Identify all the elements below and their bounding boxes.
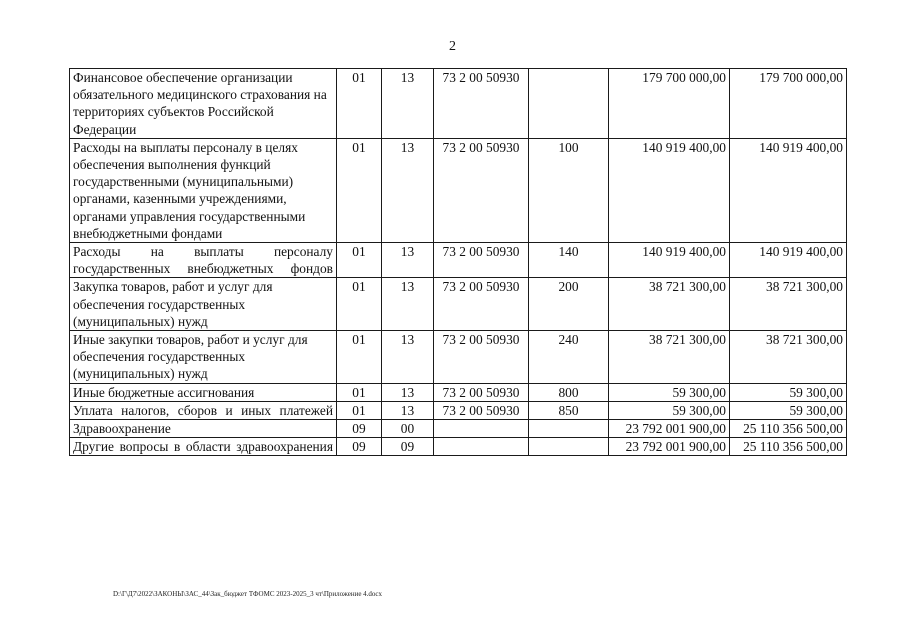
section-code-cell: 01 [337, 69, 382, 139]
subsection-code-cell: 13 [382, 243, 434, 278]
subsection-code-cell: 13 [382, 331, 434, 384]
amount-year-2-cell: 59 300,00 [730, 401, 847, 419]
amount-year-1-cell: 59 300,00 [609, 383, 730, 401]
section-code-cell: 01 [337, 278, 382, 331]
table-row [70, 243, 847, 278]
amount-year-2-cell: 140 919 400,00 [730, 138, 847, 242]
expense-type-code-cell: 200 [529, 278, 609, 331]
section-code-cell: 09 [337, 438, 382, 456]
amount-year-1-cell: 38 721 300,00 [609, 331, 730, 384]
expense-type-code-cell [529, 69, 609, 139]
table-row [70, 69, 847, 139]
row-name-cell: Расходы на выплаты персоналу государственных внебюджетных фондов [70, 243, 337, 278]
expense-type-code-cell: 240 [529, 331, 609, 384]
amount-year-2-cell: 38 721 300,00 [730, 278, 847, 331]
expense-type-code-cell [529, 420, 609, 438]
section-code-cell: 01 [337, 138, 382, 242]
target-item-code-cell [434, 420, 529, 438]
target-item-code-cell [434, 438, 529, 456]
subsection-code-cell: 13 [382, 401, 434, 419]
target-item-code-cell: 73 2 00 50930 [434, 278, 529, 331]
table-row [70, 383, 847, 401]
expense-type-code-cell: 800 [529, 383, 609, 401]
table-row [70, 331, 847, 384]
amount-year-1-cell: 38 721 300,00 [609, 278, 730, 331]
table-row [70, 420, 847, 438]
subsection-code-cell: 13 [382, 383, 434, 401]
section-code-cell: 01 [337, 383, 382, 401]
section-code-cell: 01 [337, 331, 382, 384]
target-item-code-cell: 73 2 00 50930 [434, 69, 529, 139]
row-name-cell: Закупка товаров, работ и услуг для обеспечения государственных (муниципальных) нужд [70, 278, 337, 331]
row-name-cell: Уплата налогов, сборов и иных платежей [70, 401, 337, 419]
subsection-code-cell: 00 [382, 420, 434, 438]
amount-year-2-cell: 25 110 356 500,00 [730, 438, 847, 456]
table-row [70, 278, 847, 331]
amount-year-1-cell: 23 792 001 900,00 [609, 438, 730, 456]
subsection-code-cell: 09 [382, 438, 434, 456]
expense-type-code-cell: 140 [529, 243, 609, 278]
section-code-cell: 09 [337, 420, 382, 438]
amount-year-2-cell: 59 300,00 [730, 383, 847, 401]
target-item-code-cell: 73 2 00 50930 [434, 138, 529, 242]
row-name-cell: Иные бюджетные ассигнования [70, 383, 337, 401]
amount-year-2-cell: 179 700 000,00 [730, 69, 847, 139]
amount-year-1-cell: 179 700 000,00 [609, 69, 730, 139]
section-code-cell: 01 [337, 243, 382, 278]
amount-year-1-cell: 140 919 400,00 [609, 138, 730, 242]
expense-type-code-cell: 850 [529, 401, 609, 419]
row-name-cell: Расходы на выплаты персоналу в целях обеспечения выполнения функций государственными (муниципальными) органами, казенными учреждениями, органами управления государственными внебюджетными фондами [70, 138, 337, 242]
subsection-code-cell: 13 [382, 138, 434, 242]
amount-year-2-cell: 25 110 356 500,00 [730, 420, 847, 438]
target-item-code-cell: 73 2 00 50930 [434, 383, 529, 401]
page-number: 2 [449, 39, 456, 54]
section-code-cell: 01 [337, 401, 382, 419]
amount-year-2-cell: 38 721 300,00 [730, 331, 847, 384]
amount-year-1-cell: 140 919 400,00 [609, 243, 730, 278]
row-name-cell: Другие вопросы в области здравоохранения [70, 438, 337, 456]
table-row [70, 438, 847, 456]
budget-table [69, 68, 847, 456]
row-name-cell: Здравоохранение [70, 420, 337, 438]
target-item-code-cell: 73 2 00 50930 [434, 243, 529, 278]
table-row [70, 138, 847, 242]
file-path-footer: D:\Г\Д7\2022\ЗАКОНЫ\ЗАС_44\Зак_бюджет ТФОМС 2023-2025_3 чт\Приложение 4.docx [113, 590, 383, 598]
subsection-code-cell: 13 [382, 69, 434, 139]
amount-year-2-cell: 140 919 400,00 [730, 243, 847, 278]
row-name-cell: Иные закупки товаров, работ и услуг для обеспечения государственных (муниципальных) нужд [70, 331, 337, 384]
expense-type-code-cell: 100 [529, 138, 609, 242]
amount-year-1-cell: 23 792 001 900,00 [609, 420, 730, 438]
expense-type-code-cell [529, 438, 609, 456]
subsection-code-cell: 13 [382, 278, 434, 331]
amount-year-1-cell: 59 300,00 [609, 401, 730, 419]
target-item-code-cell: 73 2 00 50930 [434, 331, 529, 384]
row-name-cell: Финансовое обеспечение организации обязательного медицинского страхования на территориях субъектов Российской Федерации [70, 69, 337, 139]
target-item-code-cell: 73 2 00 50930 [434, 401, 529, 419]
table-row [70, 401, 847, 419]
